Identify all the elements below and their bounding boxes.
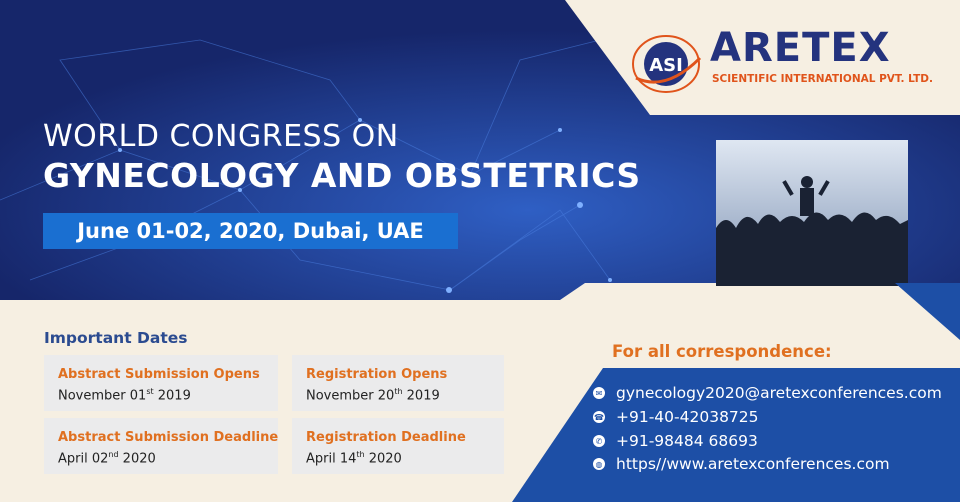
svg-text:ASI: ASI	[649, 55, 683, 76]
date-card-value: November 01st 2019	[58, 387, 191, 404]
date-card-value: April 14th 2020	[306, 450, 402, 467]
contact-mobile[interactable]	[593, 430, 758, 452]
correspondence-heading: For all correspondence:	[612, 342, 832, 361]
event-date-banner: June 01-02, 2020, Dubai, UAE	[43, 213, 458, 249]
globe-icon: ◍	[593, 458, 605, 470]
contact-phone-text: +91-40-42038725	[616, 408, 759, 426]
date-card-label: Registration Deadline	[306, 430, 466, 445]
phone-icon: ☎	[594, 412, 604, 422]
brand-name: ARETEX	[710, 25, 891, 71]
email-icon: ✉	[593, 387, 605, 399]
contact-website[interactable]	[593, 453, 890, 475]
date-card-value: April 02nd 2020	[58, 450, 156, 467]
date-card-label: Abstract Submission Opens	[58, 367, 260, 382]
contact-phone[interactable]	[593, 406, 759, 428]
date-card-value: November 20th 2019	[306, 387, 440, 404]
contact-website-text: https//www.aretexconferences.com	[616, 455, 890, 473]
important-dates-heading: Important Dates	[44, 329, 188, 347]
event-title-line1: WORLD CONGRESS ON	[43, 119, 399, 154]
whatsapp-icon: ✆	[593, 435, 605, 447]
date-card-label: Abstract Submission Deadline	[58, 430, 279, 445]
date-card-label: Registration Opens	[306, 367, 448, 382]
contact-email-text: gynecology2020@aretexconferences.com	[616, 384, 942, 402]
contact-mobile-text: +91-98484 68693	[616, 432, 758, 450]
brand-subtitle: SCIENTIFIC INTERNATIONAL PVT. LTD.	[712, 73, 933, 85]
contact-email[interactable]	[593, 382, 942, 404]
event-title-line2: GYNECOLOGY AND OBSTETRICS	[43, 156, 641, 195]
